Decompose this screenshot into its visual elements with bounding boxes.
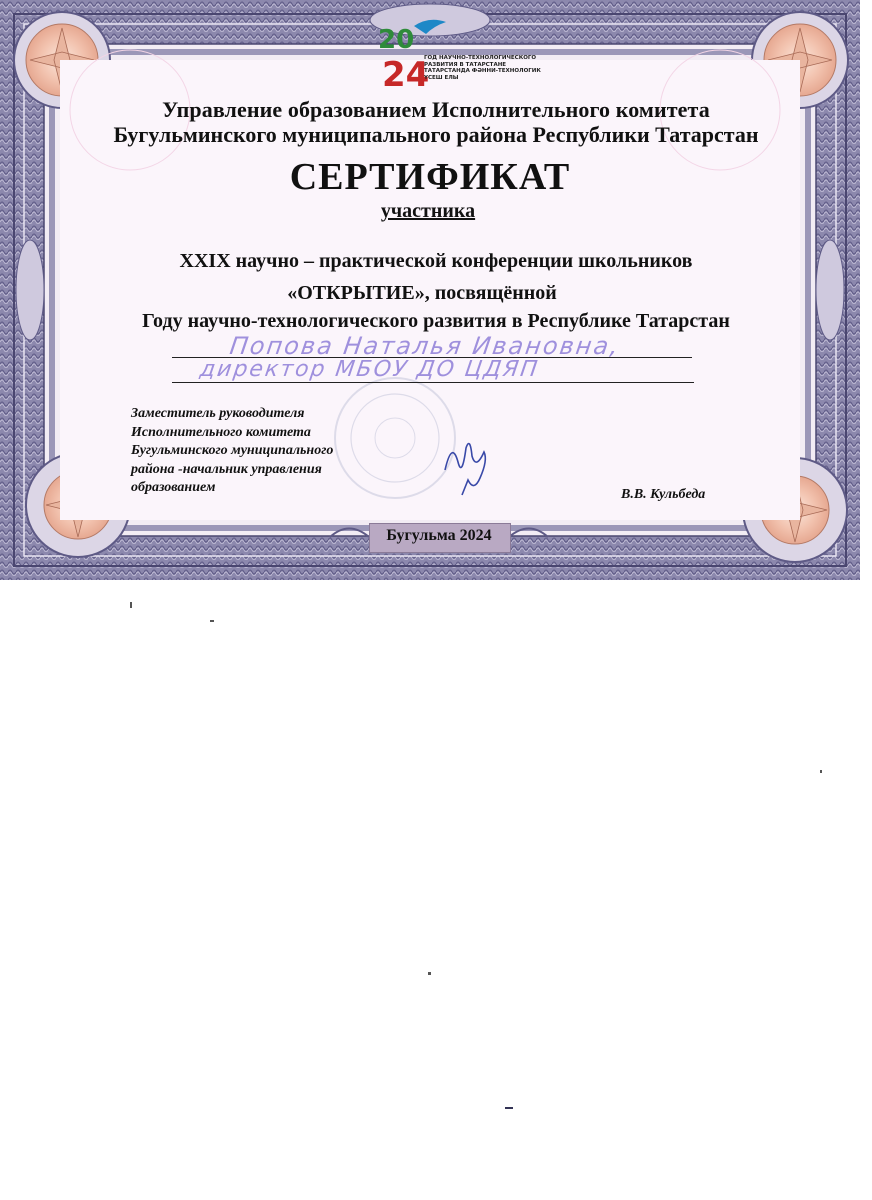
- signatory-post-line: Заместитель руководителя: [131, 406, 305, 421]
- logo-caption-line: РАЗВИТИЯ В ТАТАРСТАНЕ: [424, 61, 507, 68]
- svg-text:20: 20: [378, 25, 415, 55]
- scan-speck: [130, 602, 132, 608]
- signatory-post-line: образованием: [131, 480, 216, 495]
- logo-caption-line: ГОД НАУЧНО-ТЕХНОЛОГИЧЕСКОГО: [424, 55, 537, 61]
- org-line-1: Управление образованием Исполнительного комитета: [162, 97, 710, 122]
- scan-speck: [820, 770, 822, 773]
- handwritten-position: директор МБОУ ДО ЦДЯП: [198, 357, 541, 382]
- logo-caption-line: ҮСЕШ ЕЛЫ: [424, 74, 459, 81]
- scan-speck: [428, 972, 431, 975]
- handwritten-name: Попова Наталья Ивановна,: [228, 332, 622, 360]
- signatory-post: [131, 405, 391, 498]
- certificate-title: СЕРТИФИКАТ: [289, 156, 571, 198]
- conference-line-3: Году научно-технологического развития в Республике Татарстан: [142, 310, 730, 332]
- logo-graphic: [374, 16, 430, 95]
- signatory-post-line: Бугульминского муниципального: [131, 443, 334, 458]
- svg-text:24: 24: [382, 55, 430, 95]
- certificate-subtitle: участника: [380, 200, 476, 222]
- conference-line-2: «ОТКРЫТИЕ», посвящённой: [287, 282, 557, 304]
- scan-speck: [210, 620, 214, 622]
- conference-line-1: XXIX научно – практической конференции школьников: [179, 250, 693, 272]
- position-underline: [172, 382, 694, 383]
- footer-place-year: Бугульма 2024: [386, 527, 492, 544]
- signatory-post-line: Исполнительного комитета: [131, 424, 311, 440]
- scan-speck: [505, 1107, 513, 1109]
- signatory-post-line: района -начальник управления: [131, 461, 322, 477]
- logo-caption-line: ТАТАРСТАНДА ФӘННИ-ТЕХНОЛОГИК: [424, 68, 541, 74]
- org-line-2: Бугульминского муниципального района Республики Татарстан: [113, 122, 759, 147]
- signatory-name: В.В. Кульбеда: [621, 487, 706, 502]
- logo-caption: [424, 55, 541, 81]
